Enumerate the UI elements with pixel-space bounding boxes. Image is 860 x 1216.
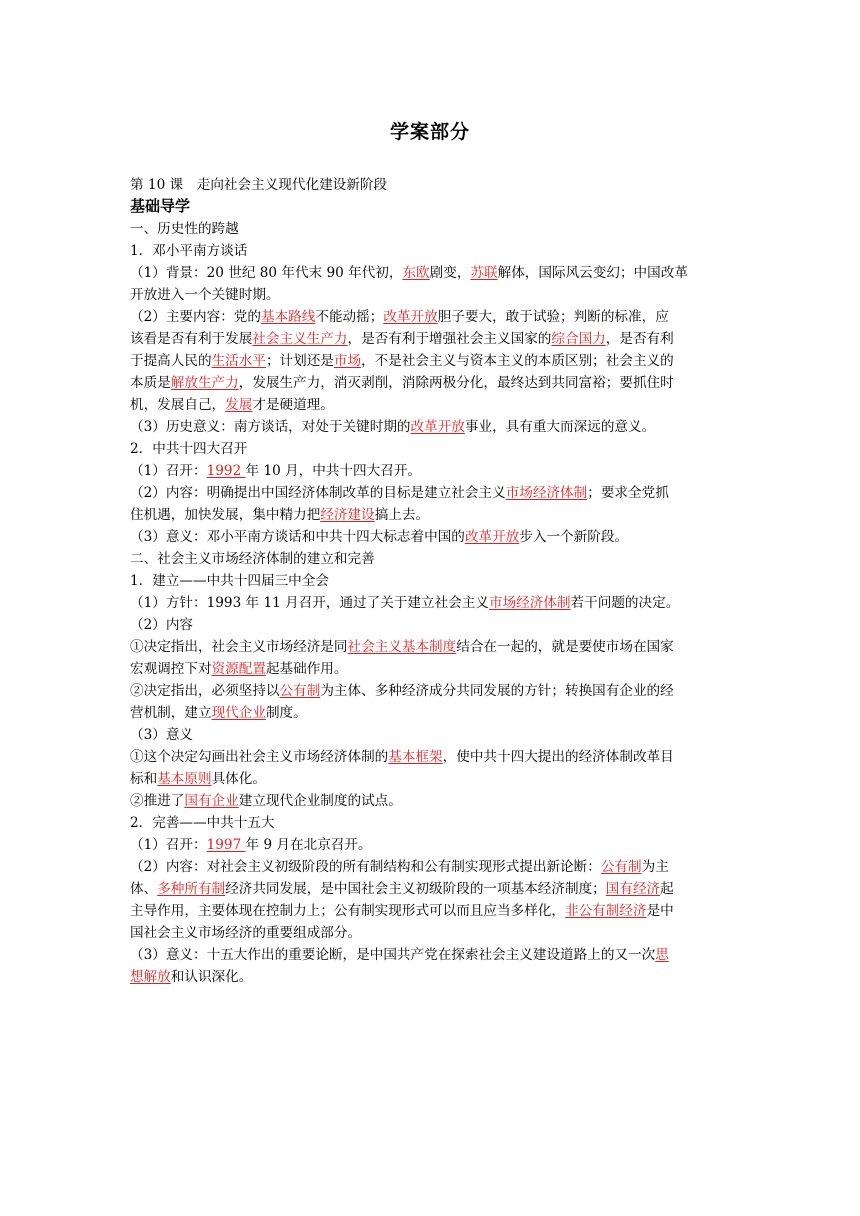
text-segment: 主导作用，主要体现在控制力上；公有制实现形式可以而且应当多样化， <box>130 903 565 919</box>
fill-in-answer: 公有制 <box>600 859 642 875</box>
text-segment: 和认识深化。 <box>170 969 253 985</box>
text-segment: （2）内容 <box>130 617 194 633</box>
fill-in-answer: 市场 <box>333 353 362 369</box>
text-segment: 若干问题的决定。 <box>570 595 680 611</box>
text-line <box>130 240 730 262</box>
text-line <box>130 944 730 966</box>
text-line <box>130 636 730 658</box>
text-segment: 一、历史性的跨越 <box>130 221 239 237</box>
fill-in-answer: 思 <box>655 947 669 963</box>
text-segment: 体、 <box>130 881 158 897</box>
text-segment: 经济共同发展，是中国社会主义初级阶段的一项基本经济制度； <box>225 881 606 897</box>
text-segment: 建立现代企业制度的试点。 <box>238 793 402 809</box>
text-line <box>130 482 730 504</box>
fill-in-answer: 苏联 <box>470 265 498 281</box>
fill-in-answer: 想解放 <box>130 969 171 985</box>
text-segment: ②决定指出，必须坚持以 <box>130 683 280 699</box>
fill-in-answer: 市场经济体制 <box>505 485 588 501</box>
fill-in-answer: 1992 <box>206 463 246 479</box>
fill-in-answer: 生活水平 <box>211 353 266 369</box>
text-segment: 是中 <box>646 903 674 919</box>
text-segment: ，不是社会主义与资本主义的本质区别；社会主义的 <box>361 353 674 369</box>
text-segment: ，发展生产力，消灭剥削，消除两极分化，最终达到共同富裕；要抓住时 <box>238 375 674 391</box>
fill-in-answer: 改革开放 <box>410 419 465 435</box>
text-line <box>130 900 730 922</box>
fill-in-answer: 基本原则 <box>157 771 212 787</box>
text-segment: （3）意义 <box>130 727 194 743</box>
text-line <box>130 570 730 592</box>
text-segment: 胆子要大，敢于试验；判断的标准，应 <box>437 309 669 325</box>
text-segment: 具体化。 <box>211 771 266 787</box>
fill-in-answer: 资源配置 <box>211 661 266 677</box>
text-line <box>130 680 730 702</box>
text-segment: 年 10 月，中共十四大召开。 <box>245 463 422 479</box>
section-heading: 基础导学 <box>130 197 191 215</box>
text-line <box>130 878 730 900</box>
text-segment: 剧变， <box>429 265 471 281</box>
text-segment: 营机制，建立 <box>130 705 212 721</box>
text-segment: 结合在一起的，就是要使市场在国家 <box>456 639 674 655</box>
text-segment: 1．建立——中共十四届三中全会 <box>130 573 329 589</box>
fill-in-answer: 基本框架 <box>388 749 443 765</box>
fill-in-answer: 经济建设 <box>320 507 375 523</box>
text-segment: 步入一个新阶段。 <box>519 529 629 545</box>
text-line <box>130 658 730 680</box>
text-segment: 标和 <box>130 771 158 787</box>
text-line <box>130 350 730 372</box>
text-line <box>130 284 730 306</box>
text-segment: 1．邓小平南方谈话 <box>130 243 248 259</box>
text-segment: 解体，国际风云变幻；中国改革 <box>497 265 688 281</box>
text-segment: 搞上去。 <box>374 507 430 523</box>
text-line <box>130 372 730 394</box>
text-segment: 为主体、多种经济成分共同发展的方针；转换国有企业的经 <box>320 683 674 699</box>
text-line <box>130 504 730 526</box>
fill-in-answer: 发展 <box>225 397 253 413</box>
fill-in-answer: 国有经济 <box>605 881 661 897</box>
text-segment: 起 <box>660 881 674 897</box>
text-line <box>130 922 730 944</box>
text-line <box>130 306 730 328</box>
text-line <box>130 218 730 240</box>
text-line <box>130 856 730 878</box>
text-line <box>130 724 730 746</box>
text-segment: 才是硬道理。 <box>252 397 334 413</box>
text-segment: 2．中共十四大召开 <box>130 441 248 457</box>
text-segment: （3）历史意义：南方谈话，对处于关键时期的 <box>130 419 411 435</box>
text-segment: 该看是否有利于发展 <box>130 331 253 347</box>
text-segment: 二、社会主义市场经济体制的建立和完善 <box>130 551 375 567</box>
text-segment: ①这个决定勾画出社会主义市场经济体制的 <box>130 749 389 765</box>
text-line <box>130 460 730 482</box>
text-segment: （1）方针：1993 年 11 月召开，通过了关于建立社会主义 <box>130 595 489 611</box>
text-segment: 本质是 <box>130 375 171 391</box>
text-segment: 开放进入一个关键时期。 <box>130 287 280 303</box>
text-line <box>130 548 730 570</box>
text-segment: 不能动摇； <box>315 309 384 325</box>
fill-in-answer: 非公有制经济 <box>565 903 647 919</box>
text-line <box>130 526 730 548</box>
text-line <box>130 966 730 988</box>
fill-in-answer: 社会主义生产力 <box>252 331 348 347</box>
fill-in-answer: 东欧 <box>402 265 430 281</box>
text-segment: ①决定指出，社会主义市场经济是同 <box>130 639 348 655</box>
fill-in-answer: 1997 <box>206 837 246 853</box>
fill-in-answer: 现代企业 <box>211 705 266 721</box>
text-segment: ，是否有利 <box>605 331 674 347</box>
text-lines <box>130 218 730 988</box>
text-segment: 事业，具有重大而深远的意义。 <box>464 419 656 435</box>
fill-in-answer: 改革开放 <box>383 309 438 325</box>
text-segment: 年 9 月在北京召开。 <box>245 837 372 853</box>
text-segment: （3）意义：十五大作出的重要论断，是中国共产党在探索社会主义建设道路上的又一次 <box>130 947 656 963</box>
fill-in-answer: 解放生产力 <box>170 375 239 391</box>
fill-in-answer: 国有企业 <box>184 793 239 809</box>
fill-in-answer: 社会主义基本制度 <box>347 639 457 655</box>
text-segment: （3）意义：邓小平南方谈话和中共十四大标志着中国的 <box>130 529 465 545</box>
text-line <box>130 328 730 350</box>
text-line <box>130 812 730 834</box>
text-segment: ，使中共十四大提出的经济体制改革目 <box>442 749 674 765</box>
text-segment: 2．完善——中共十五大 <box>130 815 275 831</box>
text-segment: （1）召开： <box>130 463 207 479</box>
text-segment: 住机遇，加快发展，集中精力把 <box>130 507 321 523</box>
text-line <box>130 746 730 768</box>
text-segment: 制度。 <box>265 705 307 721</box>
text-segment: 起基础作用。 <box>265 661 348 677</box>
text-line <box>130 592 730 614</box>
text-segment: 宏观调控下对 <box>130 661 212 677</box>
lesson-title: 第 10 课 走向社会主义现代化建设新阶段 <box>130 177 388 193</box>
text-segment: （2）主要内容：党的 <box>130 309 261 325</box>
fill-in-answer: 改革开放 <box>464 529 520 545</box>
text-segment: 于提高人民的 <box>130 353 212 369</box>
text-line <box>130 416 730 438</box>
text-segment: （1）召开： <box>130 837 207 853</box>
text-segment: ，是否有利于增强社会主义国家的 <box>347 331 552 347</box>
fill-in-answer: 市场经济体制 <box>488 595 571 611</box>
text-segment: ；要求全党抓 <box>587 485 669 501</box>
text-segment: （1）背景：20 世纪 80 年代末 90 年代初， <box>130 265 403 281</box>
text-segment: （2）内容：对社会主义初级阶段的所有制结构和公有制实现形式提出新论断： <box>130 859 601 875</box>
text-segment: ②推进了 <box>130 793 185 809</box>
text-line <box>130 790 730 812</box>
fill-in-answer: 基本路线 <box>261 309 316 325</box>
fill-in-answer: 综合国力 <box>551 331 606 347</box>
text-line <box>130 614 730 636</box>
text-line <box>130 702 730 724</box>
text-segment: 机，发展自己， <box>130 397 226 413</box>
fill-in-answer: 公有制 <box>279 683 321 699</box>
text-line <box>130 262 730 284</box>
text-line <box>130 834 730 856</box>
text-segment: 国社会主义市场经济的重要组成部分。 <box>130 925 362 941</box>
text-line <box>130 438 730 460</box>
text-line <box>130 394 730 416</box>
text-segment: 为主 <box>641 859 669 875</box>
text-line <box>130 768 730 790</box>
document-body <box>130 174 730 988</box>
text-segment: ；计划还是 <box>265 353 334 369</box>
text-segment: （2）内容：明确提出中国经济体制改革的目标是建立社会主义 <box>130 485 506 501</box>
page-title: 学案部分 <box>389 121 470 143</box>
fill-in-answer: 多种所有制 <box>157 881 226 897</box>
